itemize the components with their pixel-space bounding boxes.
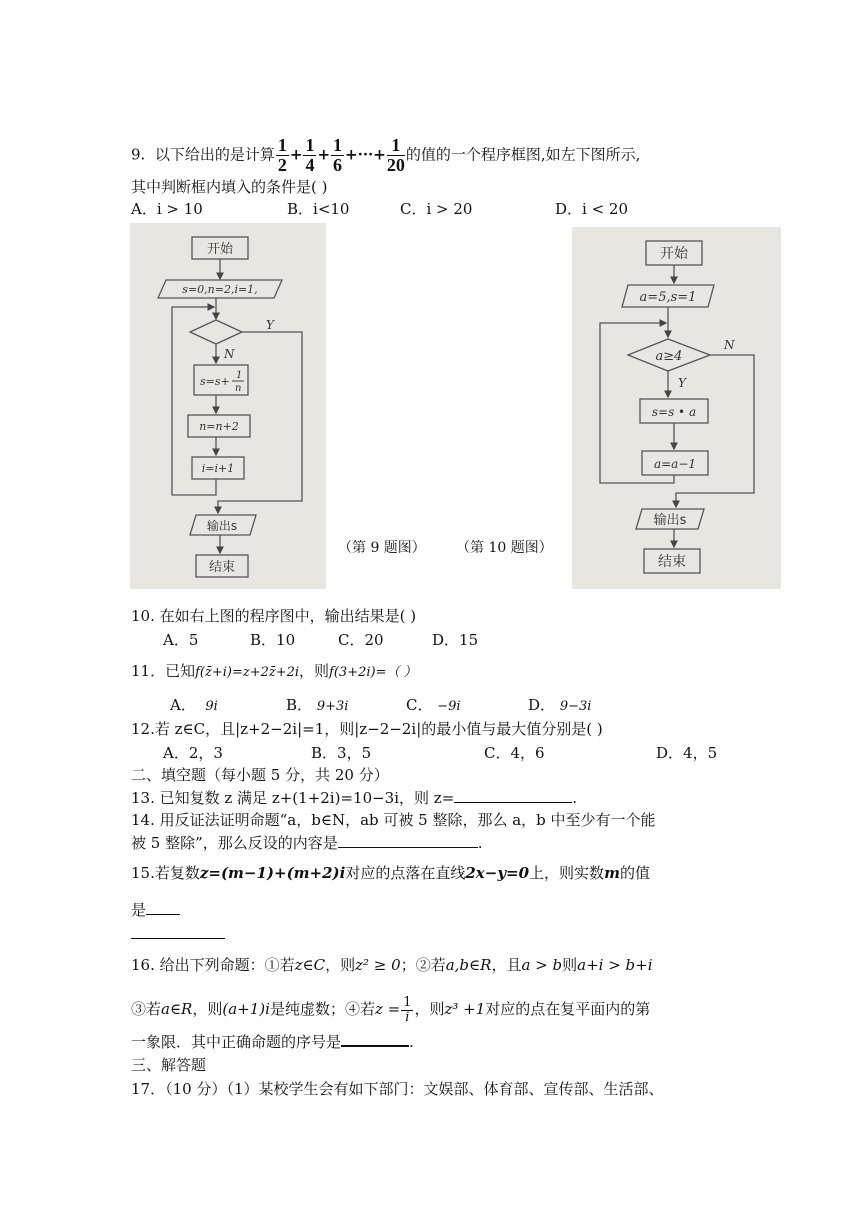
fig10-cond: a≥4 (655, 349, 683, 364)
fig10-start: 开始 (660, 246, 688, 262)
fraction-1 (276, 136, 289, 175)
fig10-caption: （第 10 题图） (456, 540, 553, 556)
fig9-step1-den: n (235, 383, 242, 394)
fig10-yes-label: Y (678, 376, 686, 390)
q16-fraction: $\frac{1}{i}$ (403, 995, 412, 1025)
q9-line2: 其中判断框内填入的条件是( ) (131, 178, 328, 196)
q16-line1: 16. 给出下列命题：①若z∈C，则z² ≥ 0；②若a,b∈R，且a > b则a+i > b+i (131, 956, 653, 974)
fig9-output: 输出s (206, 519, 238, 533)
fig10-init: a=5,s=1 (639, 290, 697, 305)
q12-option-a: A．2，3 (163, 744, 223, 762)
q11-option-b: B． 9+3i (286, 696, 349, 714)
fig9-no-label: N (224, 347, 235, 361)
q11-option-a: A． 9i (170, 696, 218, 714)
q10-option-d: D．15 (432, 631, 479, 649)
q15-line2: 是 (131, 901, 180, 920)
q14-line2: 被 5 整除”，那么反设的内容是 . (131, 834, 483, 852)
frac1-num: 1 (277, 135, 287, 155)
fig9-step2: n=n+2 (199, 420, 239, 433)
q11-formula: f(z̄+i)=z+2z̄+2i (195, 665, 300, 680)
fraction-2: $\frac{1}{4}$ (305, 135, 315, 175)
fig9-init: s=0,n=2,i=1, (182, 283, 258, 296)
q14-line1: 14. 用反证法证明命题“a，b∈N，ab 可被 5 整除，那么 a，b 中至少有一个能 (131, 811, 656, 829)
fig9-step1: s=s+ (200, 375, 230, 388)
q9-option-a: A．i > 10 (131, 200, 203, 218)
fig10-step1: s=s • a (651, 405, 697, 419)
q16-answer-blank[interactable] (341, 1045, 409, 1047)
q12-option-b: B．3，5 (311, 744, 372, 762)
fig10-step2: a=a−1 (653, 457, 697, 471)
q10-option-b: B．10 (250, 631, 296, 649)
q12-option-d: D．4，5 (656, 744, 718, 762)
q15-line1: 15.若复数z=(m−1)+(m+2)i对应的点落在直线2x−y=0上，则实数m的值 (131, 864, 650, 882)
frac1-den: 2 (277, 154, 287, 175)
q11-ask: f(3+2i)=（ ） (329, 665, 417, 680)
section-2-heading: 二、填空题（每小题 5 分，共 20 分） (131, 766, 389, 784)
q10-option-a: A．5 (163, 631, 199, 649)
q12-option-c: C．4，6 (484, 744, 545, 762)
q15-formula: z=(m−1)+(m+2)i (199, 864, 346, 882)
q9-option-d: D．i < 20 (555, 200, 629, 218)
q12-line1: 12.若 z∈C，且|z+2−2i|=1，则|z−2−2i|的最小值与最大值分别是( ) (131, 720, 603, 738)
q10-line1: 10. 在如右上图的程序图中，输出结果是( ) (131, 607, 417, 625)
q15-answer-blank[interactable] (146, 914, 180, 915)
fraction-4: $\frac{1}{20}$ (386, 135, 405, 175)
fig10-end: 结束 (658, 554, 686, 570)
fig10-output: 输出s (653, 513, 687, 528)
q11-option-d: D． 9−3i (528, 696, 592, 714)
section-3-heading: 三、解答题 (131, 1056, 207, 1074)
fig9-caption: （第 9 题图） (338, 540, 426, 556)
q13-answer-blank[interactable] (454, 802, 572, 803)
fig9-end: 结束 (208, 560, 236, 575)
q17-line1: 17．（10 分）（1）某校学生会有如下部门：文娱部、体育部、宣传部、生活部、 (131, 1080, 664, 1098)
fig10-no-label: N (724, 338, 735, 352)
q13-line: 13. 已知复数 z 满足 z+(1+2i)=10−3i，则 z= . (131, 789, 578, 807)
q11-line1: 11．已知f(z̄+i)=z+2z̄+2i，则f(3+2i)=（ ） (131, 662, 417, 680)
q11-option-c: C． −9i (406, 696, 461, 714)
fig9-flowchart (130, 223, 326, 589)
q10-option-c: C．20 (338, 631, 384, 649)
fig9-step1-num: 1 (236, 370, 243, 381)
q16-line2: ③若a∈R，则(a+1)i是纯虚数；④若z = $\frac{1}{i}$ ，则z³ +1对应的点在复平面内的第 (131, 995, 651, 1025)
q9-option-b: B．i<10 (287, 200, 350, 218)
q15-answer-line[interactable] (131, 938, 225, 939)
q15-line-eq: 2x−y=0 (465, 864, 530, 882)
q9-line1: 9. 以下给出的是计算 $\frac{1}{2}$ + $\frac{1}{4}$ + $\frac{1}{6}$ +···+ $\frac{1}{20}$ 的值的一个程序框图,如左下图所示, (131, 135, 641, 175)
fraction-3: $\frac{1}{6}$ (333, 135, 343, 175)
fig9-start: 开始 (206, 242, 234, 257)
q16-line3: 一象限．其中正确命题的序号是 . (131, 1033, 414, 1051)
fig10-flowchart (572, 227, 781, 589)
fig9-step3: i=i+1 (201, 462, 235, 475)
fig9-yes-label: Y (266, 318, 274, 332)
q14-answer-blank[interactable] (338, 847, 478, 848)
q9-option-c: C．i > 20 (400, 200, 473, 218)
